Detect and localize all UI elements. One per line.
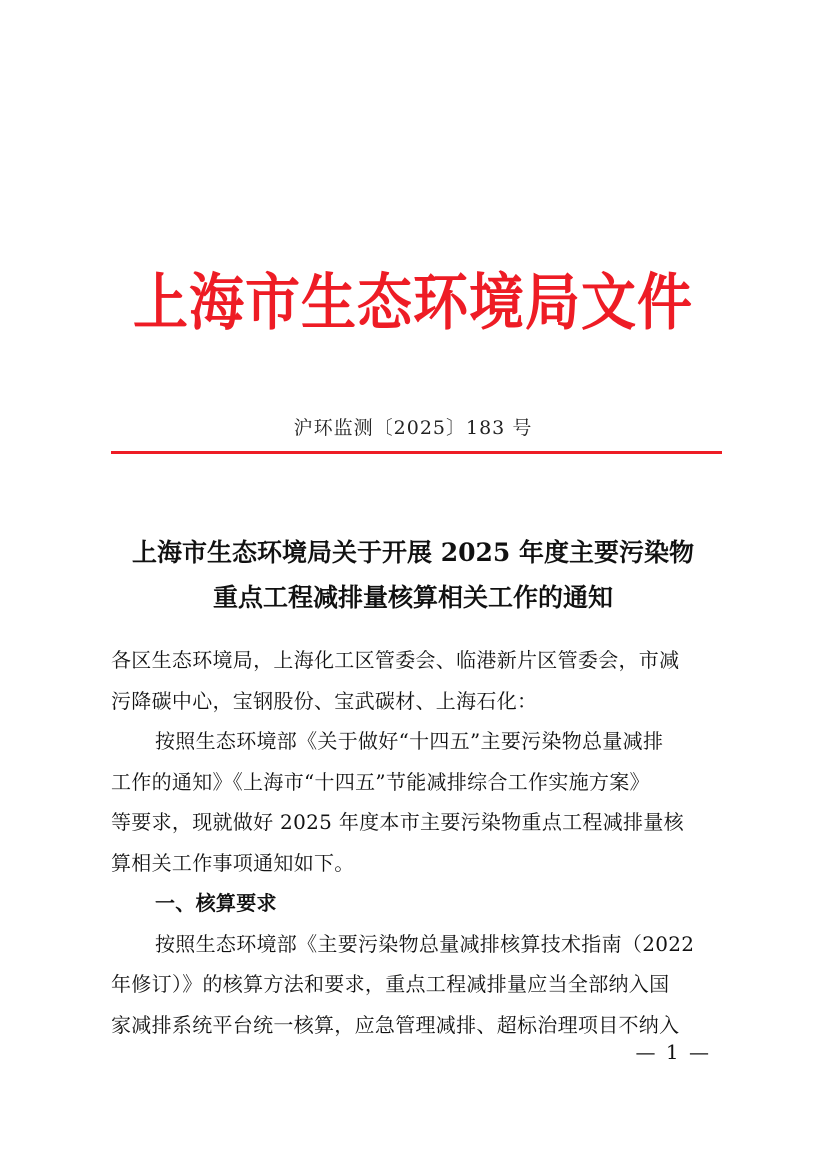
notice-title-line-1: 上海市生态环境局关于开展 2025 年度主要污染物 — [132, 538, 694, 567]
addressee-line-1: 各区生态环境局，上海化工区管委会、临港新片区管委会，市减 — [111, 648, 680, 672]
page-number: — 1 — — [635, 1040, 711, 1064]
paragraph-2-line-3: 家减排系统平台统一核算，应急管理减排、超标治理项目不纳入 — [111, 1012, 680, 1037]
masthead-title: 上海市生态环境局文件 — [132, 266, 693, 339]
paragraph-1-line-2: 工作的通知》《上海市“十四五”节能减排综合工作实施方案》 — [111, 769, 650, 794]
section-heading-1: 一、核算要求 — [155, 891, 277, 915]
red-separator-line — [111, 451, 722, 454]
paragraph-1-line-3: 等要求，现就做好 2025 年度本市主要污染物重点工程减排量核 — [111, 810, 684, 834]
notice-title — [100, 530, 726, 620]
document-number: 沪环监测〔2025〕183 号 — [293, 417, 533, 439]
paragraph-2-line-2: 年修订）》的核算方法和要求，重点工程减排量应当全部纳入国 — [111, 972, 670, 996]
notice-title-line-2: 重点工程减排量核算相关工作的通知 — [212, 583, 613, 612]
paragraph-1-line-1: 按照生态环境部《关于做好“十四五”主要污染物总量减排 — [155, 729, 664, 753]
paragraph-1-line-4: 算相关工作事项通知如下。 — [111, 850, 355, 875]
paragraph-2-line-1: 按照生态环境部《主要污染物总量减排核算技术指南（2022 — [155, 931, 695, 956]
addressee-line-2: 污降碳中心，宝钢股份、宝武碳材、上海石化： — [111, 688, 538, 713]
notice-body — [111, 640, 722, 1045]
